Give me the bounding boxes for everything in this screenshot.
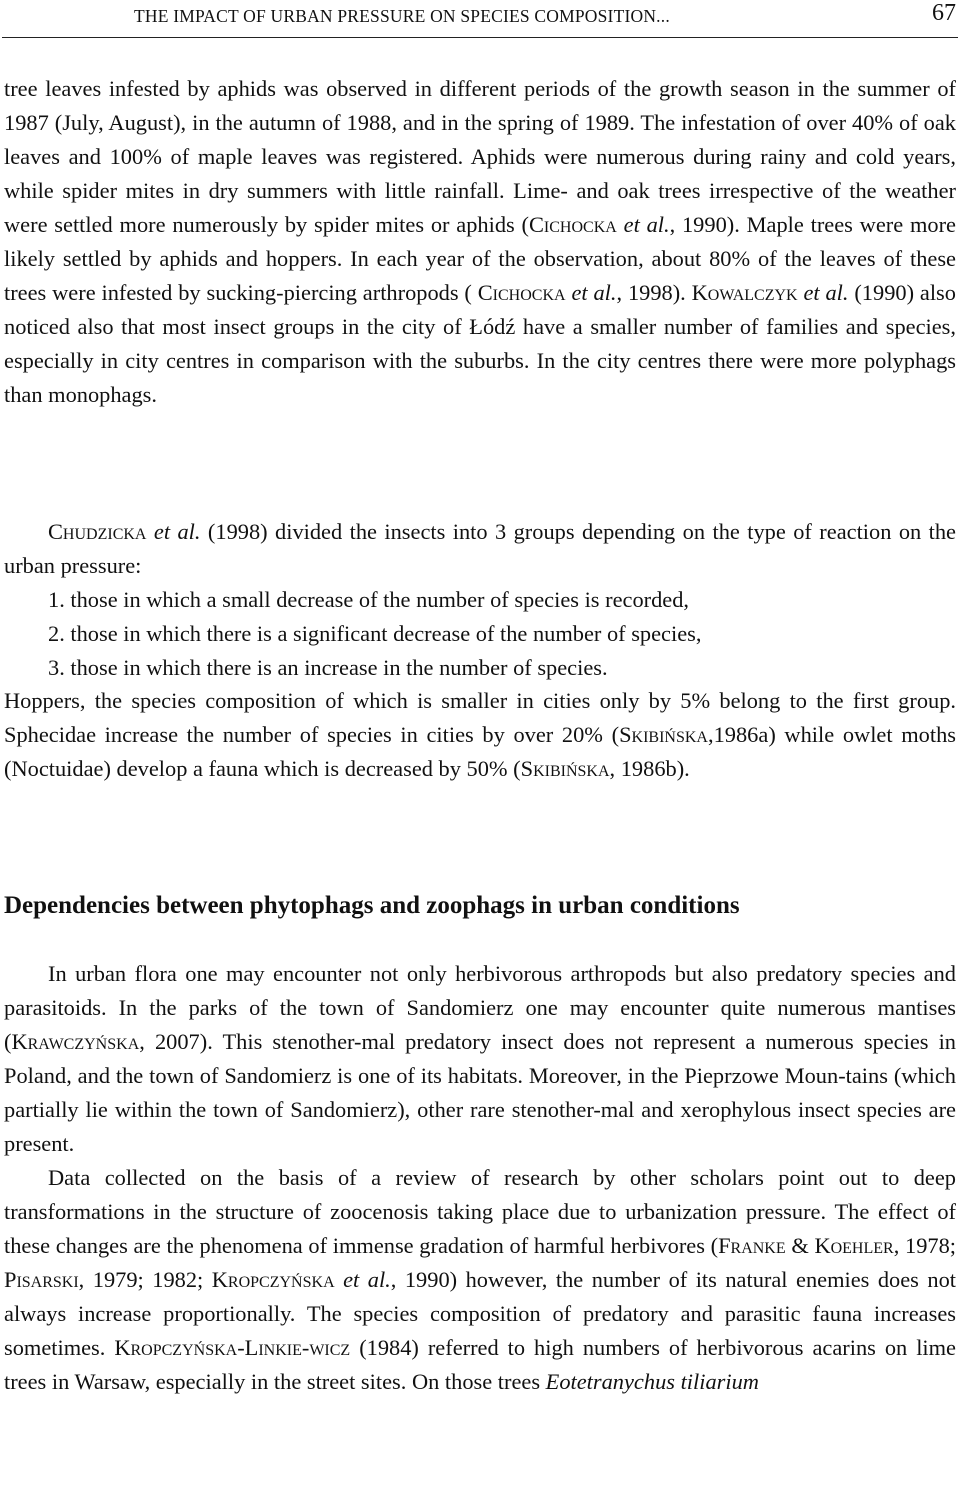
- page-number: 67: [932, 0, 956, 26]
- author-citation: Cichocka: [529, 212, 617, 237]
- species-name: Eotetranychus tiliarium: [545, 1369, 759, 1394]
- body-text: Data collected on the basis of a review of research by other scholars point out to deep transformations in the structure of zoocenosis taking place due to urbanization pressure. The effect of these changes are the phenomena of immense gradation of harmful herbivores (: [4, 1165, 956, 1258]
- header-rule: [2, 37, 958, 38]
- body-text: 1979; 1982;: [84, 1267, 212, 1292]
- body-text: 1986a) while owlet moths (Noctuidae) develop a fauna which is decreased by 50% (: [4, 722, 957, 781]
- body-text: In urban flora one may encounter not only herbivorous arthropods but also predatory species and parasitoids. In the parks of the town of Sandomierz one may encounter quite numerous mantises (: [4, 961, 956, 1054]
- body-text: 2007). This stenother-mal predatory insect does not represent a numerous species in Poland, and the town of Sandomierz is one of its habitats. Moreover, in the Pieprzowe Moun-tains (which partially lie within the town of Sandomierz), other rare stenother-mal and xerophylous insect species are present.: [4, 1029, 956, 1156]
- author-citation: Kowalczyk: [691, 280, 798, 305]
- list-item: 2. those in which there is a significant decrease of the number of species,: [48, 621, 702, 646]
- author-citation: Franke: [718, 1233, 786, 1258]
- author-citation: Kropczyńska-Linkie-wicz: [114, 1335, 351, 1360]
- body-text: (1998) divided the insects into 3 groups depending on the type of reaction on the urban pressure:: [4, 519, 956, 578]
- author-citation: Kropczyńska: [211, 1267, 335, 1292]
- body-text: 1978;: [899, 1233, 956, 1258]
- section-body: [4, 957, 956, 1399]
- reaction-group-list: [4, 583, 956, 685]
- paragraph-aphids: [4, 72, 956, 412]
- body-text: 1986b).: [615, 756, 690, 781]
- body-text: (1984) referred to high numbers of herbivorous acarins on lime trees in Warsaw, especially in the street sites. On those trees: [4, 1335, 956, 1394]
- body-text: Hoppers, the species composition of which is smaller in cities only by 5% belong to the first group. Sphecidae increase the number of species in cities by over 20% (: [4, 688, 956, 747]
- author-citation: Cichocka: [477, 280, 566, 305]
- et-al: et al.: [803, 280, 849, 305]
- author-citation: Pisarski,: [4, 1267, 85, 1292]
- page-header: [0, 0, 960, 36]
- body-text: &: [785, 1233, 815, 1258]
- running-title: THE IMPACT OF URBAN PRESSURE ON SPECIES COMPOSITION...: [134, 6, 670, 26]
- et-al: et al.: [623, 212, 670, 237]
- paragraph-insect-groups: [4, 515, 956, 685]
- et-al: et al.: [571, 280, 617, 305]
- body-text: tree leaves infested by aphids was observed in different periods of the growth season in the summer of 1987 (July, August), in the autumn of 1988, and in the spring of 1989. The infestation of over 40% of oak leaves and 100% of maple leaves was registered. Aphids were numerous during rainy and cold years, while spider mites in dry summers with little rainfall. Lime- and oak trees irrespective of the weather were settled more numerously by spider mites or aphids (: [4, 76, 956, 237]
- author-citation: Krawczyńska,: [11, 1029, 145, 1054]
- paragraph-hoppers: [4, 684, 956, 786]
- list-item: 1. those in which a small decrease of the number of species is recorded,: [48, 587, 690, 612]
- list-item: 3. those in which there is an increase in the number of species.: [48, 655, 608, 680]
- section-heading: Dependencies between phytophags and zoophags in urban conditions: [4, 892, 740, 919]
- author-citation: Koehler,: [814, 1233, 900, 1258]
- et-al: et al.: [153, 519, 201, 544]
- body-text: (1990) also noticed also that most insect groups in the city of Łódź have a smaller number of families and species, especially in city centres in comparison with the suburbs. In the city centres there were more polyphags than monophags.: [4, 280, 956, 407]
- body-text: , 1998).: [616, 280, 686, 305]
- author-citation: Skibińska,: [520, 756, 616, 781]
- author-citation: Skibińska,: [619, 722, 714, 747]
- author-citation: Chudzicka: [48, 519, 147, 544]
- body-text: , 1990). Maple trees were more likely settled by aphids and hoppers. In each year of the observation, about 80% of the leaves of these trees were infested by sucking-piercing arthropods (: [4, 212, 956, 305]
- body-text: , 1990) however, the number of its natural enemies does not always increase proportionally. The species composition of predatory and parasitic fauna increases sometimes.: [4, 1267, 956, 1360]
- et-al: et al.: [343, 1267, 391, 1292]
